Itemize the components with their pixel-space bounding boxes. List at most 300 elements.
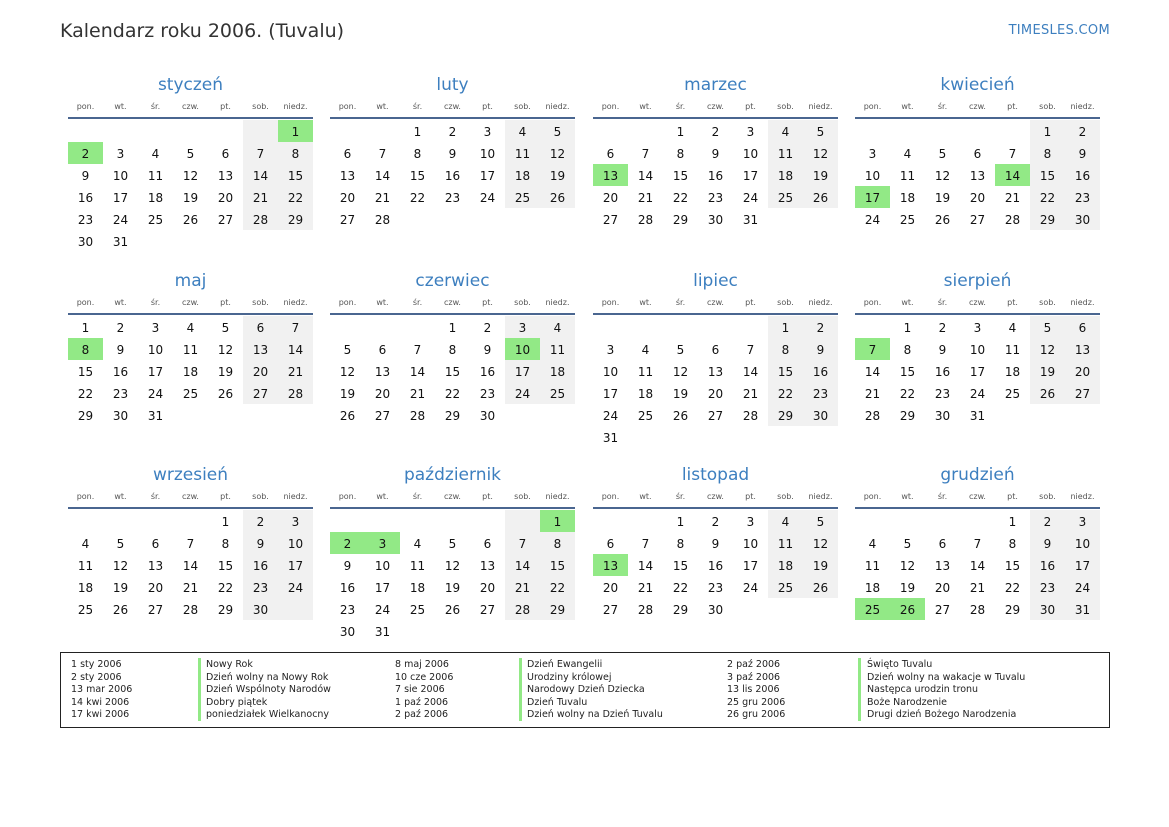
day-cell[interactable]: 12 xyxy=(444,559,461,573)
day-cell[interactable]: 15 xyxy=(1039,169,1056,183)
day-cell[interactable]: 21 xyxy=(374,191,391,205)
day-cell[interactable]: 28 xyxy=(374,213,391,227)
day-cell[interactable]: 30 xyxy=(339,625,356,639)
day-cell[interactable]: 12 xyxy=(1039,343,1056,357)
day-cell[interactable]: 28 xyxy=(637,213,654,227)
day-cell[interactable]: 25 xyxy=(637,409,654,423)
day-cell[interactable]: 2 xyxy=(938,321,947,335)
day-cell[interactable]: 9 xyxy=(483,343,492,357)
day-cell[interactable]: 14 xyxy=(637,169,654,183)
day-cell[interactable]: 15 xyxy=(444,365,461,379)
day-cell[interactable]: 15 xyxy=(549,559,566,573)
day-cell[interactable]: 8 xyxy=(676,147,685,161)
day-cell[interactable]: 6 xyxy=(606,537,615,551)
day-cell[interactable]: 30 xyxy=(812,409,829,423)
day-cell[interactable]: 17 xyxy=(147,365,164,379)
day-cell[interactable]: 6 xyxy=(973,147,982,161)
day-cell[interactable]: 3 xyxy=(1078,515,1087,529)
day-cell[interactable]: 21 xyxy=(252,191,269,205)
day-cell[interactable]: 15 xyxy=(777,365,794,379)
day-cell[interactable]: 17 xyxy=(742,169,759,183)
day-cell[interactable]: 25 xyxy=(409,603,426,617)
day-cell[interactable]: 1 xyxy=(221,515,230,529)
day-cell[interactable]: 29 xyxy=(77,409,94,423)
day-cell[interactable]: 1 xyxy=(676,125,685,139)
day-cell[interactable]: 5 xyxy=(816,515,825,529)
day-cell[interactable]: 11 xyxy=(864,559,881,573)
day-cell[interactable]: 4 xyxy=(81,537,90,551)
day-cell[interactable]: 7 xyxy=(518,537,527,551)
day-cell[interactable]: 3 xyxy=(483,125,492,139)
day-cell[interactable]: 23 xyxy=(812,387,829,401)
day-cell[interactable]: 5 xyxy=(221,321,230,335)
day-cell[interactable]: 3 xyxy=(973,321,982,335)
day-cell[interactable]: 28 xyxy=(514,603,531,617)
day-cell[interactable]: 12 xyxy=(112,559,129,573)
day-cell[interactable]: 29 xyxy=(444,409,461,423)
day-cell[interactable]: 5 xyxy=(676,343,685,357)
day-cell[interactable]: 18 xyxy=(182,365,199,379)
day-cell[interactable]: 4 xyxy=(186,321,195,335)
day-cell[interactable]: 13 xyxy=(217,169,234,183)
day-cell[interactable]: 18 xyxy=(77,581,94,595)
day-cell[interactable]: 2 xyxy=(81,147,90,161)
day-cell[interactable]: 5 xyxy=(903,537,912,551)
day-cell[interactable]: 27 xyxy=(602,213,619,227)
day-cell[interactable]: 31 xyxy=(147,409,164,423)
day-cell[interactable]: 18 xyxy=(777,559,794,573)
day-cell[interactable]: 3 xyxy=(116,147,125,161)
day-cell[interactable]: 22 xyxy=(899,387,916,401)
day-cell[interactable]: 12 xyxy=(217,343,234,357)
day-cell[interactable]: 9 xyxy=(448,147,457,161)
day-cell[interactable]: 2 xyxy=(116,321,125,335)
day-cell[interactable]: 8 xyxy=(448,343,457,357)
day-cell[interactable]: 23 xyxy=(77,213,94,227)
day-cell[interactable]: 22 xyxy=(672,191,689,205)
day-cell[interactable]: 20 xyxy=(217,191,234,205)
day-cell[interactable]: 24 xyxy=(969,387,986,401)
day-cell[interactable]: 7 xyxy=(413,343,422,357)
day-cell[interactable]: 21 xyxy=(287,365,304,379)
day-cell[interactable]: 26 xyxy=(812,581,829,595)
day-cell[interactable]: 19 xyxy=(112,581,129,595)
day-cell[interactable]: 28 xyxy=(1004,213,1021,227)
day-cell[interactable]: 27 xyxy=(147,603,164,617)
day-cell[interactable]: 13 xyxy=(374,365,391,379)
day-cell[interactable]: 9 xyxy=(116,343,125,357)
day-cell[interactable]: 12 xyxy=(672,365,689,379)
day-cell[interactable]: 1 xyxy=(291,125,300,139)
day-cell[interactable]: 9 xyxy=(343,559,352,573)
day-cell[interactable]: 8 xyxy=(903,343,912,357)
day-cell[interactable]: 23 xyxy=(934,387,951,401)
day-cell[interactable]: 16 xyxy=(1074,169,1091,183)
day-cell[interactable]: 16 xyxy=(707,559,724,573)
day-cell[interactable]: 4 xyxy=(553,321,562,335)
day-cell[interactable]: 1 xyxy=(1008,515,1017,529)
day-cell[interactable]: 15 xyxy=(899,365,916,379)
day-cell[interactable]: 17 xyxy=(374,581,391,595)
day-cell[interactable]: 6 xyxy=(151,537,160,551)
day-cell[interactable]: 23 xyxy=(252,581,269,595)
day-cell[interactable]: 4 xyxy=(903,147,912,161)
day-cell[interactable]: 25 xyxy=(147,213,164,227)
day-cell[interactable]: 14 xyxy=(742,365,759,379)
day-cell[interactable]: 20 xyxy=(339,191,356,205)
day-cell[interactable]: 31 xyxy=(969,409,986,423)
day-cell[interactable]: 6 xyxy=(221,147,230,161)
day-cell[interactable]: 20 xyxy=(602,191,619,205)
day-cell[interactable]: 25 xyxy=(77,603,94,617)
day-cell[interactable]: 17 xyxy=(1074,559,1091,573)
day-cell[interactable]: 19 xyxy=(549,169,566,183)
day-cell[interactable]: 23 xyxy=(1074,191,1091,205)
day-cell[interactable]: 10 xyxy=(112,169,129,183)
day-cell[interactable]: 18 xyxy=(409,581,426,595)
day-cell[interactable]: 4 xyxy=(518,125,527,139)
day-cell[interactable]: 6 xyxy=(1078,321,1087,335)
day-cell[interactable]: 13 xyxy=(252,343,269,357)
day-cell[interactable]: 6 xyxy=(256,321,265,335)
day-cell[interactable]: 1 xyxy=(781,321,790,335)
day-cell[interactable]: 11 xyxy=(409,559,426,573)
day-cell[interactable]: 10 xyxy=(864,169,881,183)
day-cell[interactable]: 23 xyxy=(479,387,496,401)
day-cell[interactable]: 5 xyxy=(448,537,457,551)
day-cell[interactable]: 29 xyxy=(287,213,304,227)
day-cell[interactable]: 20 xyxy=(1074,365,1091,379)
day-cell[interactable]: 21 xyxy=(969,581,986,595)
day-cell[interactable]: 14 xyxy=(409,365,426,379)
day-cell[interactable]: 8 xyxy=(1008,537,1017,551)
day-cell[interactable]: 29 xyxy=(672,213,689,227)
day-cell[interactable]: 14 xyxy=(1004,169,1021,183)
day-cell[interactable]: 16 xyxy=(1039,559,1056,573)
day-cell[interactable]: 12 xyxy=(812,537,829,551)
day-cell[interactable]: 12 xyxy=(549,147,566,161)
day-cell[interactable]: 3 xyxy=(378,537,387,551)
day-cell[interactable]: 24 xyxy=(864,213,881,227)
day-cell[interactable]: 26 xyxy=(217,387,234,401)
day-cell[interactable]: 9 xyxy=(81,169,90,183)
day-cell[interactable]: 27 xyxy=(217,213,234,227)
day-cell[interactable]: 21 xyxy=(409,387,426,401)
day-cell[interactable]: 27 xyxy=(252,387,269,401)
day-cell[interactable]: 2 xyxy=(1043,515,1052,529)
day-cell[interactable]: 18 xyxy=(147,191,164,205)
day-cell[interactable]: 11 xyxy=(1004,343,1021,357)
day-cell[interactable]: 24 xyxy=(1074,581,1091,595)
day-cell[interactable]: 16 xyxy=(707,169,724,183)
day-cell[interactable]: 30 xyxy=(1074,213,1091,227)
day-cell[interactable]: 1 xyxy=(413,125,422,139)
day-cell[interactable]: 7 xyxy=(641,537,650,551)
day-cell[interactable]: 25 xyxy=(1004,387,1021,401)
day-cell[interactable]: 16 xyxy=(479,365,496,379)
day-cell[interactable]: 29 xyxy=(672,603,689,617)
day-cell[interactable]: 27 xyxy=(1074,387,1091,401)
day-cell[interactable]: 3 xyxy=(151,321,160,335)
day-cell[interactable]: 16 xyxy=(444,169,461,183)
day-cell[interactable]: 24 xyxy=(479,191,496,205)
day-cell[interactable]: 29 xyxy=(1004,603,1021,617)
day-cell[interactable]: 12 xyxy=(182,169,199,183)
day-cell[interactable]: 22 xyxy=(217,581,234,595)
day-cell[interactable]: 2 xyxy=(816,321,825,335)
day-cell[interactable]: 27 xyxy=(707,409,724,423)
day-cell[interactable]: 8 xyxy=(291,147,300,161)
day-cell[interactable]: 28 xyxy=(252,213,269,227)
day-cell[interactable]: 4 xyxy=(781,125,790,139)
day-cell[interactable]: 19 xyxy=(339,387,356,401)
day-cell[interactable]: 18 xyxy=(549,365,566,379)
day-cell[interactable]: 29 xyxy=(777,409,794,423)
day-cell[interactable]: 7 xyxy=(256,147,265,161)
day-cell[interactable]: 5 xyxy=(938,147,947,161)
day-cell[interactable]: 18 xyxy=(864,581,881,595)
day-cell[interactable]: 5 xyxy=(553,125,562,139)
day-cell[interactable]: 28 xyxy=(637,603,654,617)
day-cell[interactable]: 14 xyxy=(374,169,391,183)
day-cell[interactable]: 6 xyxy=(378,343,387,357)
day-cell[interactable]: 22 xyxy=(549,581,566,595)
day-cell[interactable]: 31 xyxy=(602,431,619,445)
day-cell[interactable]: 7 xyxy=(378,147,387,161)
day-cell[interactable]: 1 xyxy=(903,321,912,335)
day-cell[interactable]: 8 xyxy=(1043,147,1052,161)
day-cell[interactable]: 22 xyxy=(672,581,689,595)
day-cell[interactable]: 22 xyxy=(1039,191,1056,205)
day-cell[interactable]: 3 xyxy=(746,125,755,139)
day-cell[interactable]: 24 xyxy=(742,581,759,595)
day-cell[interactable]: 16 xyxy=(339,581,356,595)
day-cell[interactable]: 15 xyxy=(287,169,304,183)
day-cell[interactable]: 28 xyxy=(742,409,759,423)
day-cell[interactable]: 2 xyxy=(343,537,352,551)
day-cell[interactable]: 6 xyxy=(711,343,720,357)
day-cell[interactable]: 29 xyxy=(217,603,234,617)
day-cell[interactable]: 15 xyxy=(77,365,94,379)
day-cell[interactable]: 30 xyxy=(77,235,94,249)
day-cell[interactable]: 24 xyxy=(112,213,129,227)
day-cell[interactable]: 25 xyxy=(899,213,916,227)
day-cell[interactable]: 5 xyxy=(1043,321,1052,335)
day-cell[interactable]: 3 xyxy=(746,515,755,529)
day-cell[interactable]: 14 xyxy=(287,343,304,357)
day-cell[interactable]: 16 xyxy=(77,191,94,205)
day-cell[interactable]: 26 xyxy=(182,213,199,227)
day-cell[interactable]: 11 xyxy=(637,365,654,379)
day-cell[interactable]: 30 xyxy=(479,409,496,423)
day-cell[interactable]: 10 xyxy=(602,365,619,379)
day-cell[interactable]: 30 xyxy=(707,213,724,227)
day-cell[interactable]: 6 xyxy=(343,147,352,161)
day-cell[interactable]: 30 xyxy=(707,603,724,617)
day-cell[interactable]: 9 xyxy=(256,537,265,551)
day-cell[interactable]: 17 xyxy=(479,169,496,183)
day-cell[interactable]: 13 xyxy=(147,559,164,573)
day-cell[interactable]: 29 xyxy=(899,409,916,423)
day-cell[interactable]: 12 xyxy=(934,169,951,183)
day-cell[interactable]: 14 xyxy=(252,169,269,183)
day-cell[interactable]: 9 xyxy=(1078,147,1087,161)
day-cell[interactable]: 19 xyxy=(899,581,916,595)
day-cell[interactable]: 14 xyxy=(969,559,986,573)
day-cell[interactable]: 11 xyxy=(147,169,164,183)
day-cell[interactable]: 4 xyxy=(1008,321,1017,335)
day-cell[interactable]: 2 xyxy=(711,125,720,139)
day-cell[interactable]: 17 xyxy=(287,559,304,573)
day-cell[interactable]: 4 xyxy=(781,515,790,529)
day-cell[interactable]: 9 xyxy=(938,343,947,357)
day-cell[interactable]: 23 xyxy=(707,581,724,595)
day-cell[interactable]: 18 xyxy=(637,387,654,401)
day-cell[interactable]: 17 xyxy=(112,191,129,205)
day-cell[interactable]: 9 xyxy=(816,343,825,357)
day-cell[interactable]: 24 xyxy=(287,581,304,595)
day-cell[interactable]: 17 xyxy=(602,387,619,401)
day-cell[interactable]: 11 xyxy=(182,343,199,357)
day-cell[interactable]: 11 xyxy=(514,147,531,161)
day-cell[interactable]: 21 xyxy=(637,191,654,205)
day-cell[interactable]: 11 xyxy=(777,537,794,551)
day-cell[interactable]: 16 xyxy=(812,365,829,379)
day-cell[interactable]: 26 xyxy=(444,603,461,617)
day-cell[interactable]: 12 xyxy=(899,559,916,573)
day-cell[interactable]: 22 xyxy=(287,191,304,205)
day-cell[interactable]: 22 xyxy=(409,191,426,205)
day-cell[interactable]: 4 xyxy=(151,147,160,161)
day-cell[interactable]: 20 xyxy=(969,191,986,205)
day-cell[interactable]: 8 xyxy=(553,537,562,551)
day-cell[interactable]: 22 xyxy=(1004,581,1021,595)
day-cell[interactable]: 13 xyxy=(1074,343,1091,357)
day-cell[interactable]: 28 xyxy=(287,387,304,401)
day-cell[interactable]: 25 xyxy=(777,581,794,595)
day-cell[interactable]: 26 xyxy=(934,213,951,227)
day-cell[interactable]: 31 xyxy=(742,213,759,227)
day-cell[interactable]: 26 xyxy=(112,603,129,617)
day-cell[interactable]: 11 xyxy=(777,147,794,161)
day-cell[interactable]: 6 xyxy=(483,537,492,551)
day-cell[interactable]: 24 xyxy=(374,603,391,617)
day-cell[interactable]: 3 xyxy=(868,147,877,161)
day-cell[interactable]: 25 xyxy=(864,603,881,617)
day-cell[interactable]: 29 xyxy=(1039,213,1056,227)
day-cell[interactable]: 1 xyxy=(676,515,685,529)
day-cell[interactable]: 18 xyxy=(777,169,794,183)
day-cell[interactable]: 27 xyxy=(602,603,619,617)
day-cell[interactable]: 25 xyxy=(777,191,794,205)
day-cell[interactable]: 21 xyxy=(864,387,881,401)
day-cell[interactable]: 5 xyxy=(116,537,125,551)
day-cell[interactable]: 26 xyxy=(899,603,916,617)
day-cell[interactable]: 30 xyxy=(1039,603,1056,617)
day-cell[interactable]: 21 xyxy=(514,581,531,595)
day-cell[interactable]: 30 xyxy=(934,409,951,423)
day-cell[interactable]: 10 xyxy=(514,343,531,357)
day-cell[interactable]: 9 xyxy=(711,537,720,551)
day-cell[interactable]: 18 xyxy=(514,169,531,183)
day-cell[interactable]: 7 xyxy=(1008,147,1017,161)
day-cell[interactable]: 14 xyxy=(182,559,199,573)
day-cell[interactable]: 20 xyxy=(374,387,391,401)
day-cell[interactable]: 21 xyxy=(182,581,199,595)
day-cell[interactable]: 14 xyxy=(637,559,654,573)
day-cell[interactable]: 27 xyxy=(934,603,951,617)
day-cell[interactable]: 7 xyxy=(746,343,755,357)
day-cell[interactable]: 9 xyxy=(711,147,720,161)
day-cell[interactable]: 28 xyxy=(864,409,881,423)
day-cell[interactable]: 4 xyxy=(641,343,650,357)
day-cell[interactable]: 4 xyxy=(868,537,877,551)
day-cell[interactable]: 12 xyxy=(812,147,829,161)
day-cell[interactable]: 30 xyxy=(112,409,129,423)
day-cell[interactable]: 13 xyxy=(934,559,951,573)
day-cell[interactable]: 31 xyxy=(374,625,391,639)
day-cell[interactable]: 20 xyxy=(147,581,164,595)
day-cell[interactable]: 23 xyxy=(707,191,724,205)
day-cell[interactable]: 22 xyxy=(777,387,794,401)
day-cell[interactable]: 19 xyxy=(182,191,199,205)
day-cell[interactable]: 19 xyxy=(1039,365,1056,379)
day-cell[interactable]: 12 xyxy=(339,365,356,379)
day-cell[interactable]: 11 xyxy=(77,559,94,573)
day-cell[interactable]: 19 xyxy=(812,169,829,183)
day-cell[interactable]: 26 xyxy=(549,191,566,205)
day-cell[interactable]: 10 xyxy=(1074,537,1091,551)
day-cell[interactable]: 15 xyxy=(1004,559,1021,573)
day-cell[interactable]: 10 xyxy=(742,147,759,161)
day-cell[interactable]: 2 xyxy=(256,515,265,529)
day-cell[interactable]: 10 xyxy=(969,343,986,357)
day-cell[interactable]: 23 xyxy=(339,603,356,617)
day-cell[interactable]: 10 xyxy=(374,559,391,573)
day-cell[interactable]: 20 xyxy=(252,365,269,379)
day-cell[interactable]: 14 xyxy=(864,365,881,379)
day-cell[interactable]: 16 xyxy=(112,365,129,379)
day-cell[interactable]: 7 xyxy=(973,537,982,551)
day-cell[interactable]: 13 xyxy=(707,365,724,379)
day-cell[interactable]: 31 xyxy=(112,235,129,249)
day-cell[interactable]: 8 xyxy=(221,537,230,551)
day-cell[interactable]: 11 xyxy=(549,343,566,357)
day-cell[interactable]: 6 xyxy=(606,147,615,161)
day-cell[interactable]: 30 xyxy=(252,603,269,617)
day-cell[interactable]: 20 xyxy=(479,581,496,595)
day-cell[interactable]: 7 xyxy=(641,147,650,161)
day-cell[interactable]: 28 xyxy=(969,603,986,617)
day-cell[interactable]: 10 xyxy=(287,537,304,551)
day-cell[interactable]: 23 xyxy=(444,191,461,205)
day-cell[interactable]: 17 xyxy=(742,559,759,573)
day-cell[interactable]: 2 xyxy=(448,125,457,139)
day-cell[interactable]: 28 xyxy=(182,603,199,617)
day-cell[interactable]: 21 xyxy=(742,387,759,401)
day-cell[interactable]: 19 xyxy=(812,559,829,573)
day-cell[interactable]: 21 xyxy=(1004,191,1021,205)
day-cell[interactable]: 27 xyxy=(339,213,356,227)
day-cell[interactable]: 25 xyxy=(549,387,566,401)
day-cell[interactable]: 13 xyxy=(479,559,496,573)
day-cell[interactable]: 3 xyxy=(291,515,300,529)
day-cell[interactable]: 24 xyxy=(514,387,531,401)
day-cell[interactable]: 15 xyxy=(217,559,234,573)
day-cell[interactable]: 16 xyxy=(934,365,951,379)
day-cell[interactable]: 25 xyxy=(514,191,531,205)
day-cell[interactable]: 1 xyxy=(448,321,457,335)
